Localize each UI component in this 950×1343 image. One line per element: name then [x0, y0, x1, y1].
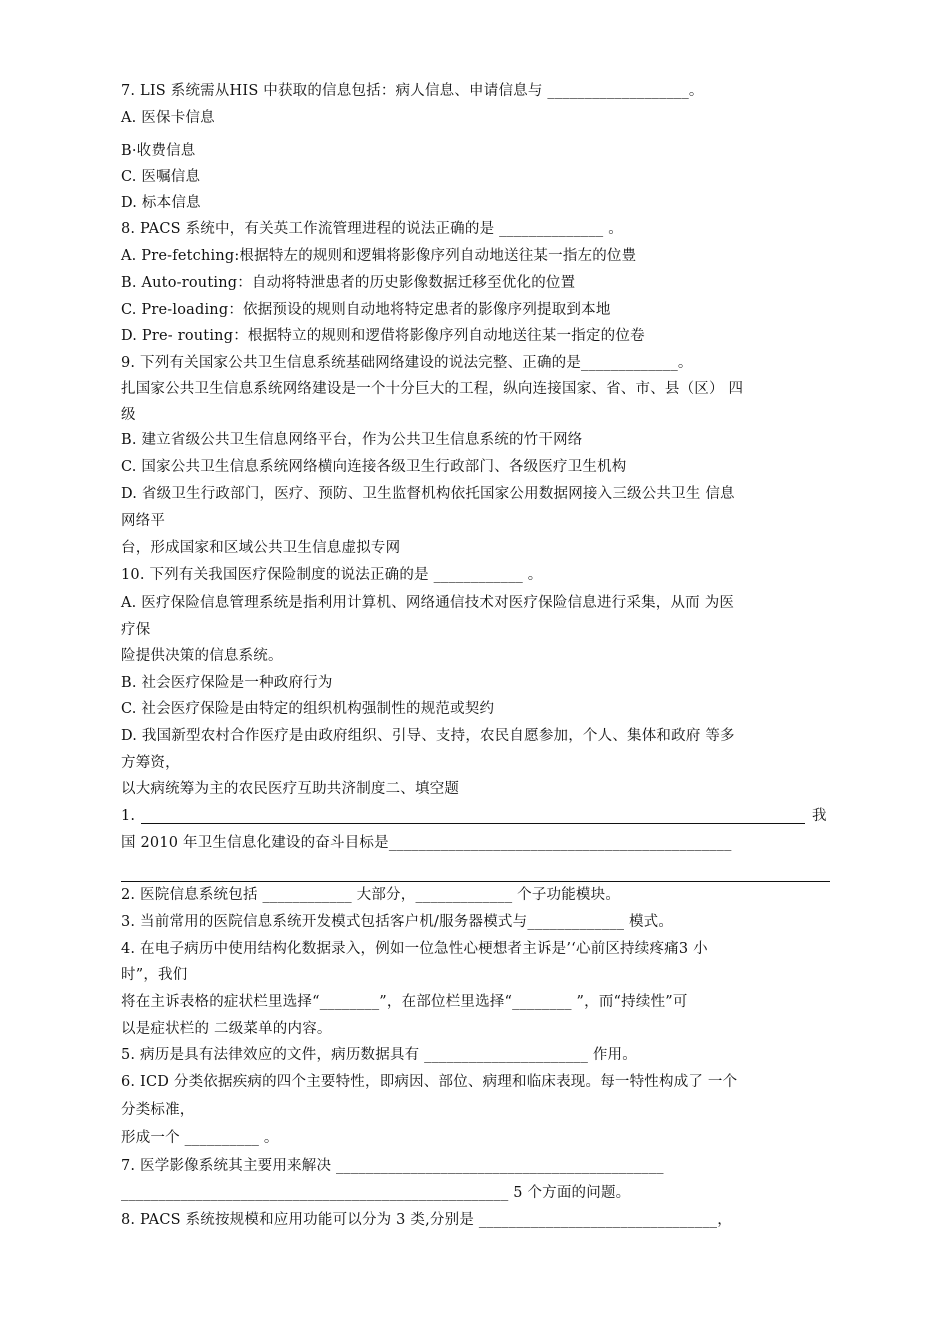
text-line: 形成一个 __________ 。: [121, 1130, 279, 1146]
text-line: 疗保: [121, 622, 151, 638]
text-line: 网络平: [121, 513, 166, 529]
text-line: 险提供决策的信息系统。: [121, 648, 283, 664]
text-line: 将在主诉表格的症状栏里选择“________”，在部位栏里选择“________ ”，而“持续性”可: [121, 994, 688, 1010]
text-line: B·收费信息: [121, 143, 196, 159]
text-line: 以大病统筹为主的农民医疗互助共济制度二、填空题: [121, 781, 460, 797]
text-line: 3. 当前常用的医院信息系统开发模式包括客户机/服务器模式与_____________ 模式。: [121, 914, 674, 930]
text-line: A. 医保卡信息: [121, 110, 215, 126]
blank-underline: [141, 823, 805, 824]
text-line: ____________________________________________________ 5 个方面的问题。: [121, 1185, 631, 1201]
text-line: 7. 医学影像系统其主要用来解决 ____________________________________________: [121, 1158, 664, 1174]
blank-underline: [121, 881, 830, 882]
text-line: 2. 医院信息系统包括 ____________ 大部分，_____________ 个子功能模块。: [121, 887, 621, 903]
text-line: C. 社会医疗保险是由特定的组织机构强制性的规范或契约: [121, 701, 495, 717]
text-line: 9. 下列有关国家公共卫生信息系统基础网络建设的说法完整、正确的是_____________。: [121, 355, 693, 371]
text-line: 以是症状栏的 二级菜单的内容。: [121, 1021, 332, 1037]
text-line: 台，形成国家和区域公共卫生信息虚拟专网: [121, 540, 401, 556]
text-line: 时”，我们: [121, 967, 188, 983]
text-line: C. 医嘱信息: [121, 169, 201, 185]
text-line: 国 2010 年卫生信息化建设的奋斗目标是______________________________________________: [121, 835, 732, 851]
text-line: C. 国家公共卫生信息系统网络横向连接各级卫生行政部门、各级医疗卫生机构: [121, 459, 627, 475]
text-line: D. 标本信息: [121, 195, 201, 211]
text-line: B. 社会医疗保险是一种政府行为: [121, 675, 333, 691]
text-line: D. Pre- routing：根据特立的规则和逻借将影像序列自动地送往某一指定的位卷: [121, 328, 645, 344]
text-line: 方筹资，: [121, 755, 180, 771]
text-line: A. 医疗保险信息管理系统是指利用计算机、网络通信技术对医疗保险信息进行采集，从而 为医: [121, 595, 735, 611]
text-line: B. Auto-routing：自动将特泄患者的历史影像数据迁移至优化的位置: [121, 275, 576, 291]
text-line: 级: [121, 407, 136, 423]
text-line: C. Pre-loading：依据预设的规则自动地将特定患者的影像序列提取到本地: [121, 302, 611, 318]
text-line: 8. PACS 系统中，有关英工作流管理进程的说法正确的是 ______________ 。: [121, 221, 623, 237]
text-line: D. 省级卫生行政部门，医疗、预防、卫生监督机构依托国家公用数据网接入三级公共卫生 信息: [121, 486, 735, 502]
text-line: 扎国家公共卫生信息系统网络建设是一个十分巨大的工程，纵向连接国家、省、市、县（区） 四: [121, 381, 744, 397]
text-line: B. 建立省级公共卫生信息网络平台，作为公共卫生信息系统的竹干网络: [121, 432, 583, 448]
text-line: 10. 下列有关我国医疗保险制度的说法正确的是 ____________ 。: [121, 567, 543, 583]
text-line: D. 我国新型农村合作医疗是由政府组织、引导、支持，农民自愿参加，个人、集体和政府 等多: [121, 728, 735, 744]
text-line: 8. PACS 系统按规模和应用功能可以分为 3 类,分别是 ________________________________，: [121, 1212, 732, 1228]
text-line: 分类标准，: [121, 1102, 195, 1118]
text-line: 我: [812, 808, 827, 824]
text-line: 4. 在电子病历中使用结构化数据录入，例如一位急性心梗想者主诉是’‘心前区持续疼痛3 小: [121, 941, 708, 957]
text-line: 6. ICD 分类依据疾病的四个主要特性，即病因、部位、病理和临床表现。每一特性构成了 一个: [121, 1074, 738, 1090]
text-line: 1.: [121, 808, 136, 824]
text-line: 7. LIS 系统需从HIS 中获取的信息包括：病人信息、申请信息与 ___________________。: [121, 83, 704, 99]
text-line: A. Pre-fetching:根据特左的规则和逻辑将影像序列自动地送往某一指左的位豊: [121, 248, 637, 264]
text-line: 5. 病历是具有法律效应的文件，病历数据具有 ______________________ 作用。: [121, 1047, 637, 1063]
